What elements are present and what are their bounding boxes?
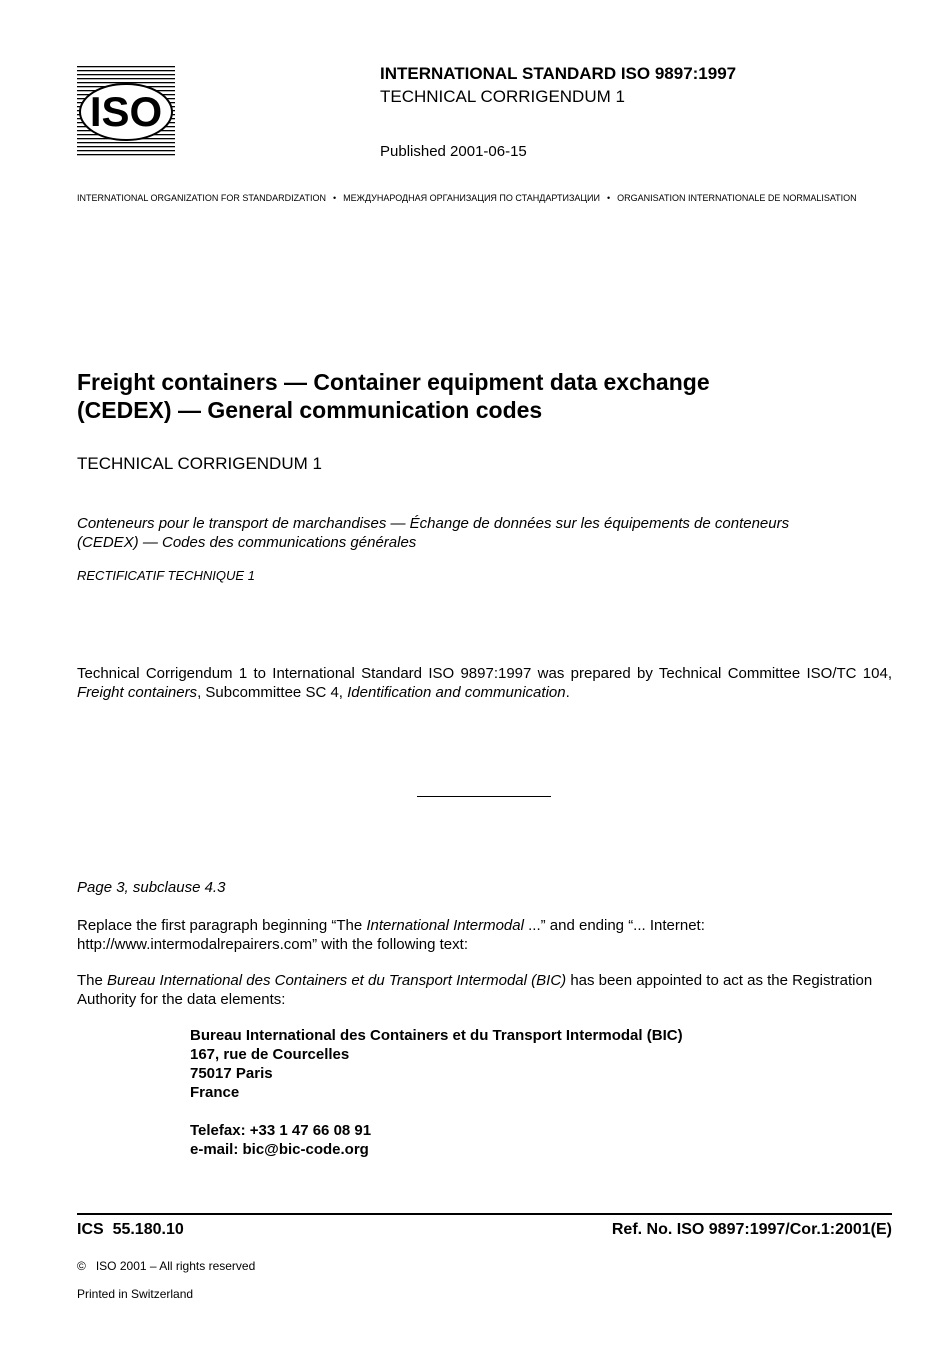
org-name-fr: ORGANISATION INTERNATIONALE DE NORMALISATION: [617, 193, 857, 203]
french-title-line-2: (CEDEX) — Codes des communications générales: [77, 534, 417, 551]
intro-text: , Subcommittee SC 4,: [197, 684, 348, 701]
email: e-mail: bic@bic-code.org: [190, 1141, 369, 1158]
corrigendum-label: TECHNICAL CORRIGENDUM 1: [380, 87, 625, 106]
instruction-paragraph: [77, 916, 892, 954]
replacement-italic: Bureau International des Containers et du Transport Intermodal (BIC): [107, 972, 567, 989]
intro-committee-name: Freight containers: [77, 684, 198, 701]
instruction-text: ...” and ending “... Internet: http://www.intermodalrepairers.com” with the following text:: [77, 917, 705, 953]
instruction-text: Replace the first paragraph beginning “The: [77, 917, 367, 934]
instruction-italic: International Intermodal: [366, 917, 524, 934]
bic-address: [190, 1026, 683, 1102]
reference-number: Ref. No. ISO 9897:1997/Cor.1:2001(E): [611, 1221, 892, 1238]
telefax: Telefax: +33 1 47 66 08 91: [190, 1122, 372, 1139]
intro-text: .: [565, 684, 570, 701]
amendment-location: Page 3, subclause 4.3: [77, 879, 226, 896]
french-title-line-1: Conteneurs pour le transport de marchandises — Échange de données sur les équipements de conteneurs: [77, 515, 790, 532]
standard-number: INTERNATIONAL STANDARD ISO 9897:1997: [380, 64, 737, 83]
title-line-2: (CEDEX) — General communication codes: [77, 397, 543, 423]
iso-logo: [77, 66, 175, 158]
french-subtitle: RECTIFICATIF TECHNIQUE 1: [77, 568, 255, 583]
document-subtitle: TECHNICAL CORRIGENDUM 1: [77, 454, 322, 473]
footer-rule: [77, 1213, 892, 1215]
ics-code: ICS 55.180.10: [77, 1221, 184, 1238]
replacement-text: has been appointed to act as the Registration Authority for the data elements:: [77, 972, 873, 1008]
address-line: 167, rue de Courcelles: [190, 1046, 350, 1063]
address-line: Bureau International des Containers et du Transport Intermodal (BIC): [190, 1027, 683, 1044]
replacement-text: The: [77, 972, 108, 989]
organization-line: [77, 193, 857, 203]
document-title: [77, 368, 837, 424]
bullet-separator: •: [333, 193, 337, 203]
intro-text: Technical Corrigendum 1 to International Standard ISO 9897:1997 was prepared by Technical Committee ISO/TC 104,: [77, 665, 892, 682]
org-name-en: INTERNATIONAL ORGANIZATION FOR STANDARDIZATION: [77, 193, 327, 203]
french-title: [77, 514, 892, 552]
intro-paragraph: [77, 664, 892, 702]
bic-contact: [190, 1121, 371, 1159]
intro-subcommittee-name: Identification and communication: [347, 684, 566, 701]
org-name-ru: МЕЖДУНАРОДНАЯ ОРГАНИЗАЦИЯ ПО СТАНДАРТИЗАЦИИ: [343, 193, 600, 203]
address-line: France: [190, 1084, 240, 1101]
bullet-separator: •: [606, 193, 611, 203]
copyright-notice: © ISO 2001 – All rights reserved: [77, 1259, 256, 1273]
section-separator: [417, 796, 551, 797]
iso-logo-text: ISO: [89, 88, 163, 135]
printed-location: Printed in Switzerland: [77, 1287, 194, 1301]
title-line-1: Freight containers — Container equipment data exchange: [77, 369, 710, 395]
address-line: 75017 Paris: [190, 1065, 273, 1082]
published-date: Published 2001-06-15: [380, 143, 527, 160]
iso-logo-graphic: [77, 66, 175, 158]
replacement-paragraph: [77, 971, 892, 1009]
